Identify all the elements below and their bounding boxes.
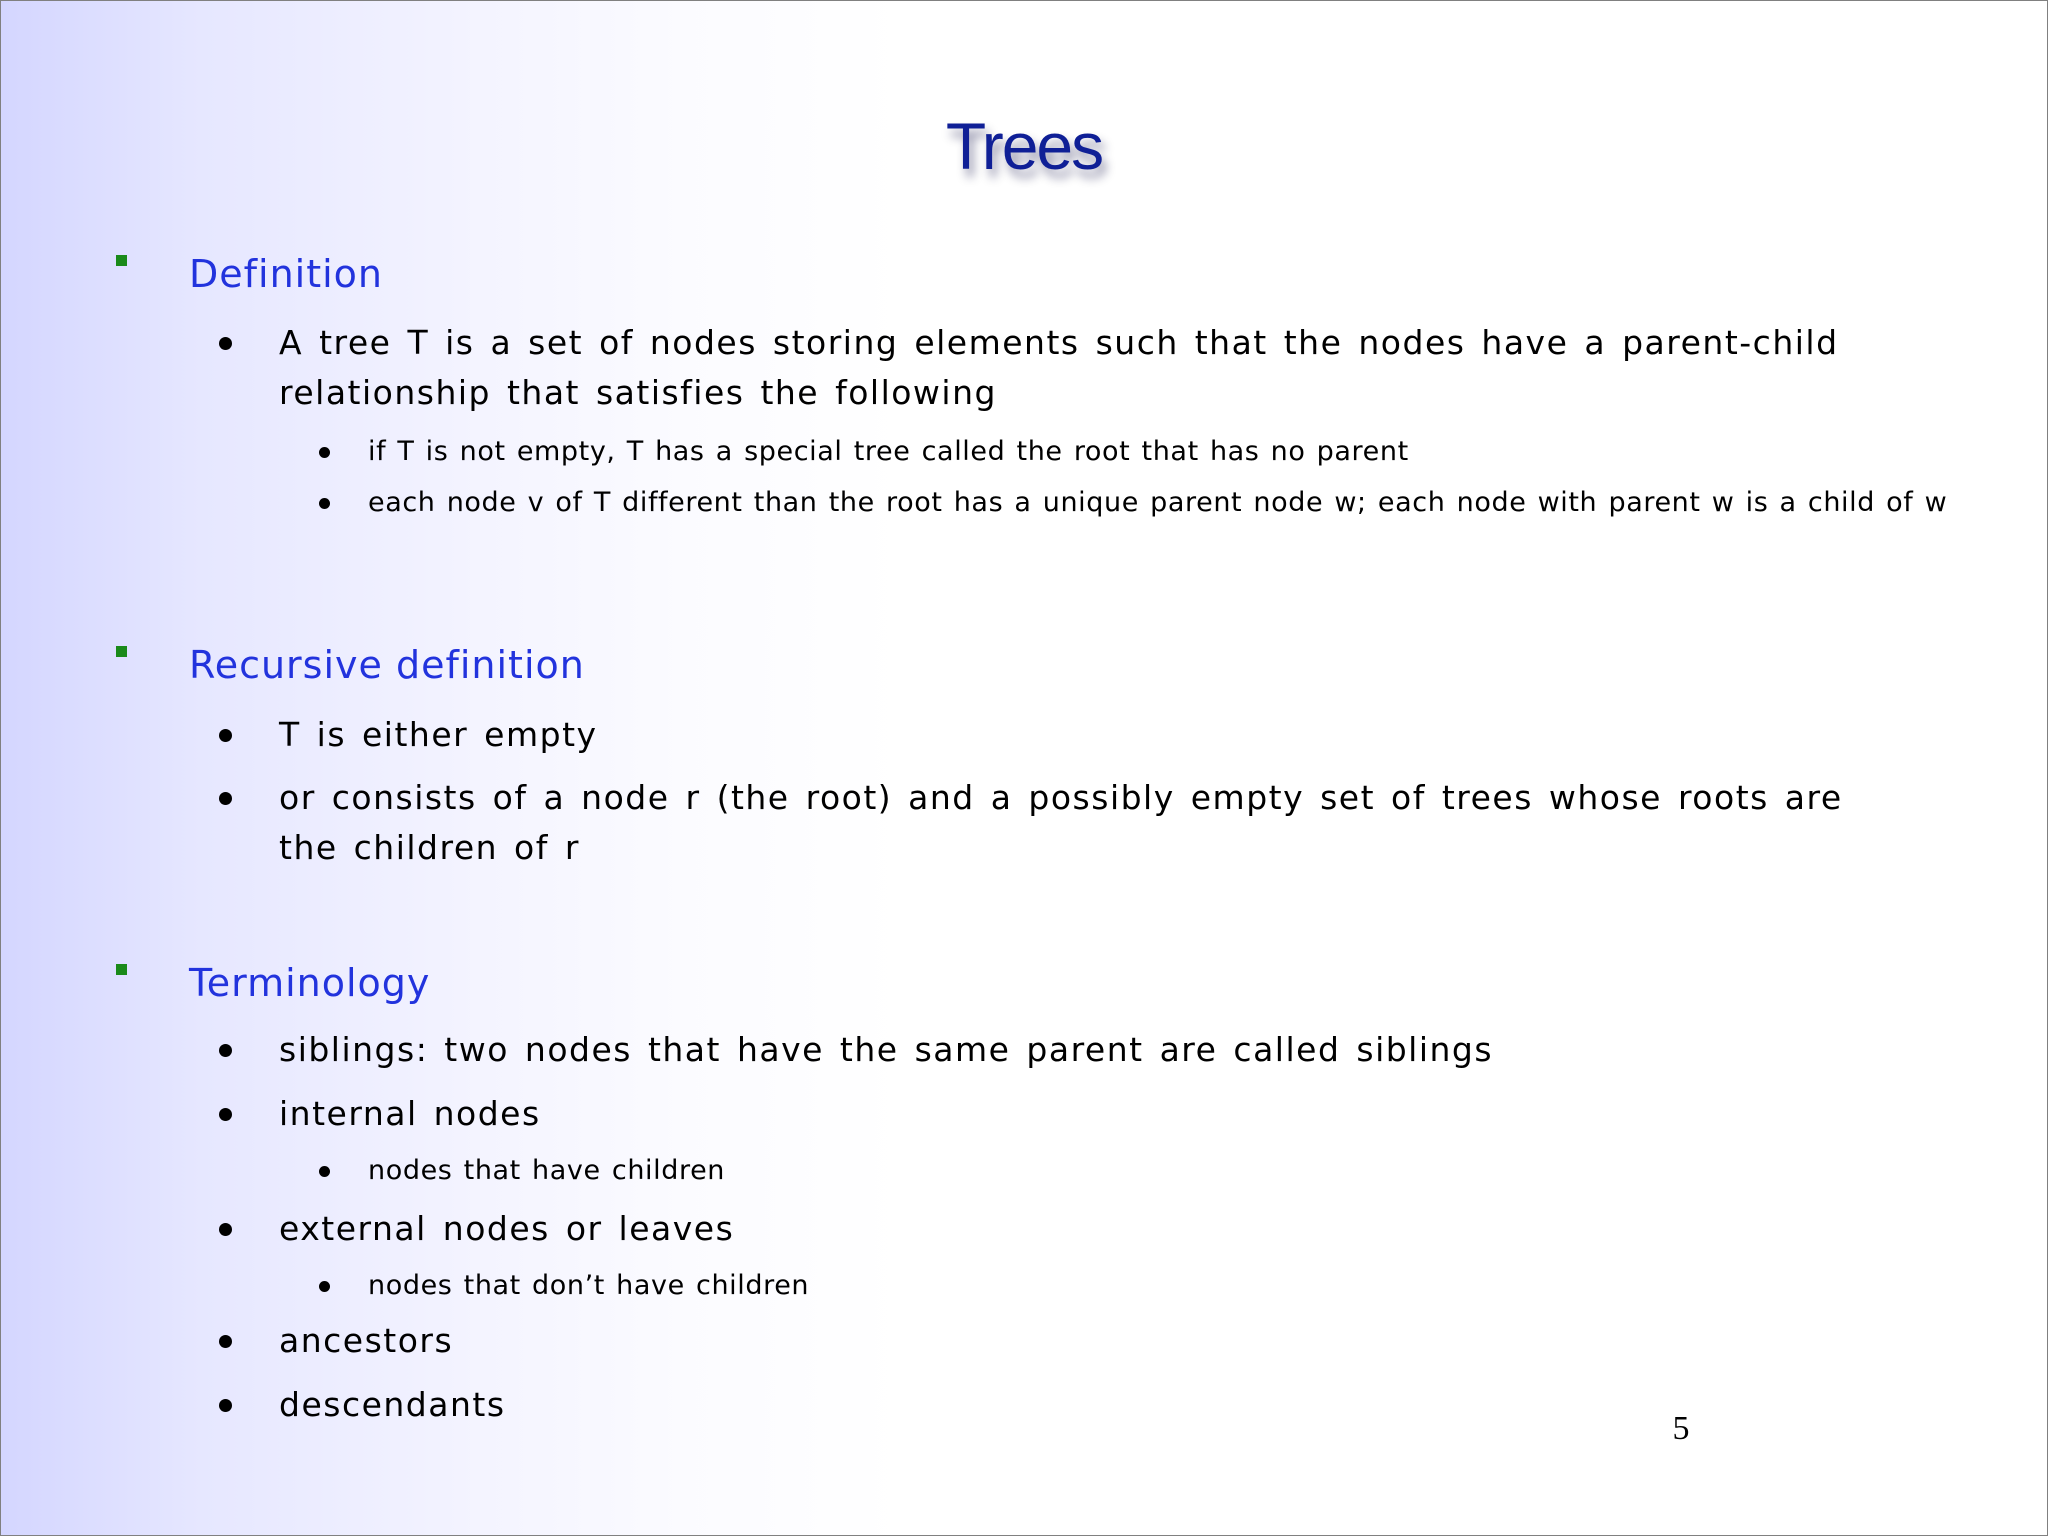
bullet-icon [219,1223,232,1236]
terminology-item: descendants [279,1385,506,1424]
bullet-icon [219,337,232,350]
sub-bullet-icon [319,447,330,458]
terminology-item: siblings: two nodes that have the same parent are called siblings [279,1030,1494,1069]
terminology-item: ancestors [279,1321,454,1360]
page-number: 5 [1672,1410,1690,1447]
section-heading-definition: Definition [189,252,384,296]
bullet-icon [219,729,232,742]
bullet-icon [219,792,232,805]
sub-bullet-icon [319,498,330,509]
section-heading-terminology: Terminology [189,961,431,1005]
terminology-item: external nodes or leaves [279,1209,735,1248]
definition-item: A tree T is a set of nodes storing elements such that the nodes have a parent-child relationship that satisfies the following [279,323,1839,412]
terminology-subitem: nodes that don’t have children [368,1270,810,1301]
section-bullet-icon [116,255,127,266]
slide-title: Trees [945,109,1103,183]
definition-subitem: each node v of T different than the root has a unique parent node w; each node with parent w is a child of w [368,487,1948,518]
bullet-icon [219,1108,232,1121]
definition-subitem: if T is not empty, T has a special tree called the root that has no parent [368,436,1409,467]
sub-bullet-icon [319,1281,330,1292]
terminology-item: internal nodes [279,1094,541,1133]
recursive-item: T is either empty [279,715,598,754]
bullet-icon [219,1044,232,1057]
bullet-icon [219,1399,232,1412]
section-bullet-icon [116,646,127,657]
bullet-icon [219,1335,232,1348]
section-heading-recursive-definition: Recursive definition [189,643,585,687]
sub-bullet-icon [319,1166,330,1177]
section-bullet-icon [116,964,127,975]
recursive-item: or consists of a node r (the root) and a possibly empty set of trees whose roots are the children of r [279,778,1843,867]
terminology-subitem: nodes that have children [368,1155,726,1186]
